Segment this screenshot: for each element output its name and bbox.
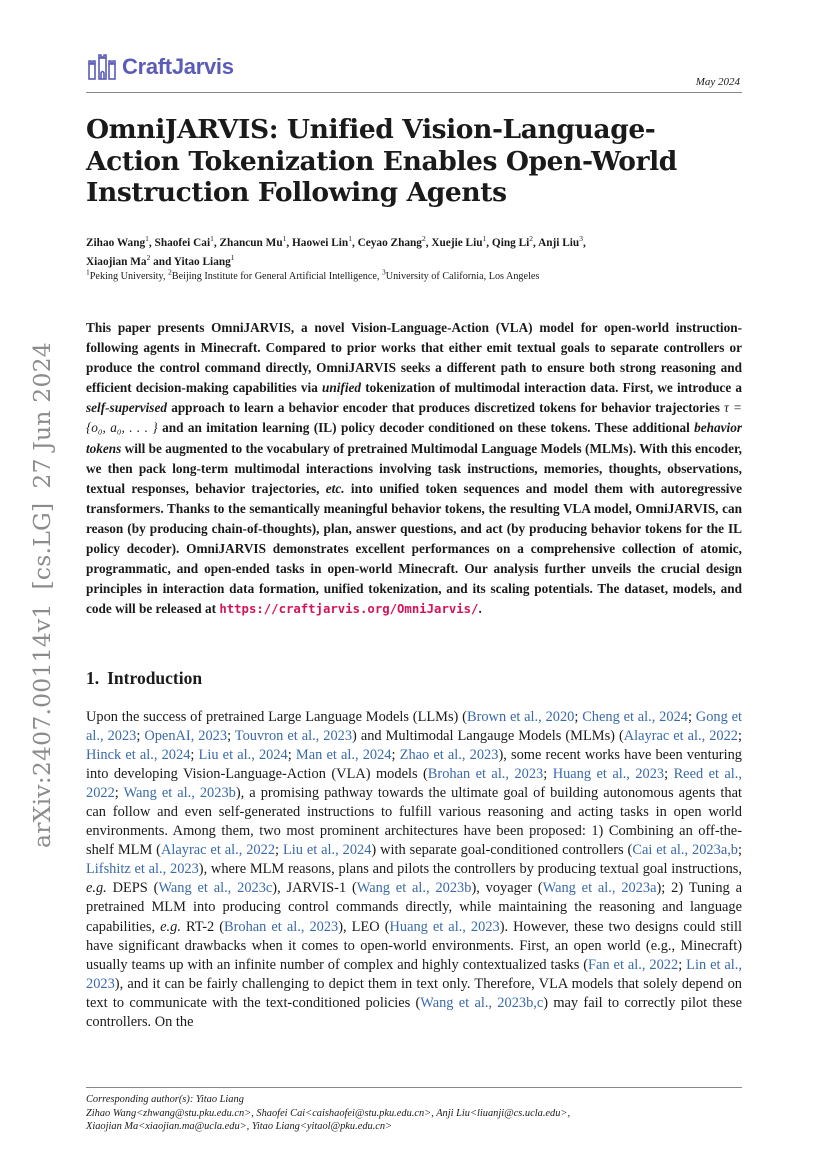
- citation-link[interactable]: Huang et al., 2023: [552, 766, 665, 783]
- citation-link[interactable]: Brohan et al., 2023: [427, 766, 544, 783]
- logo-text: CraftJarvis: [122, 54, 234, 79]
- author: Zhancun Mu: [219, 237, 283, 249]
- author-emails: Zihao Wang<zhwang@stu.pku.edu.cn>, Shaofei Cai<caishaofei@stu.pku.edu.cn>, Anji Liu<liuanji@cs.ucla.edu>,: [86, 1107, 571, 1119]
- citation-link[interactable]: Wang et al., 2023b,c: [420, 994, 544, 1011]
- corresponding-author: Corresponding author(s): Yitao Liang: [86, 1094, 244, 1105]
- citation-link[interactable]: Lin et al., 2023: [86, 956, 742, 992]
- author: Anji Liu: [538, 237, 580, 249]
- citation-link[interactable]: Brohan et al., 2023: [224, 918, 339, 935]
- citation-link[interactable]: Man et al., 2024: [295, 747, 392, 764]
- arxiv-stamp: [28, 328, 56, 848]
- affiliation: Beijing Institute for General Artificial Intelligence: [171, 271, 377, 282]
- author: Xuejie Liu: [431, 237, 483, 249]
- math-trajectory: τ = {o₀, a₀, . . . }: [86, 400, 742, 436]
- citation-link[interactable]: Alayrac et al., 2022: [160, 842, 276, 859]
- citation-link[interactable]: OpenAI, 2023: [144, 728, 228, 745]
- intro-paragraph: Upon the success of pretrained Large Language Models (LLMs) (Brown et al., 2020; Cheng et al., 2024; Gong et al., 2023; OpenAI, 2023; Touvron et al., 2023) and Multimodal Langauge Models (MLMs) (Alayrac et al., 2022; Hinck et al., 2024; Liu et al., 2024; Man et al., 2024; Zhao et al., 2023), some recent works have been venturing into developing Vision-Language-Action (VLA) models (Brohan et al., 2023; Huang et al., 2023; Reed et al., 2022; Wang et al., 2023b), a promising pathway towards the ultimate goal of building autonomous agents that can follow and even self-generated instructions to fulfill various reasoning and acting tasks in open world environments. Among them, two most prominent architectures have been proposed: 1) Combining an off-the-shelf MLM (Alayrac et al., 2022; Liu et al., 2024) with separate goal-conditioned controllers (Cai et al., 2023a,b; Lifshitz et al., 2023), where MLM reasons, plans and pilots the controllers by producing textual goal instructions, e.g. DEPS (Wang et al., 2023c), JARVIS-1 (Wang et al., 2023b), voyager (Wang et al., 2023a); 2) Tuning a pretrained MLM into producing control commands directly, while maintaining the reasoning and language capabilities, e.g. RT-2 (Brohan et al., 2023), LEO (Huang et al., 2023). However, these two designs could still have significant drawbacks when it comes to open-world environments. First, an open world (e.g., Minecraft) usually teams up with an infinite number of complex and highly contextualized tasks (Fan et al., 2022; Lin et al., 2023), and it can be fairly challenging to depict them in text only. Therefore, VLA models that solely depend on text to communicate with the text-conditioned policies (Wang et al., 2023b,c) may fail to correctly pilot these controllers. On the: [86, 709, 742, 1030]
- author-emails: Xiaojian Ma<xiaojian.ma@ucla.edu>, Yitao Liang<yitaol@pku.edu.cn>: [86, 1121, 393, 1133]
- castle-logo-icon: [86, 52, 118, 82]
- craftjarvis-logo: [86, 52, 234, 82]
- author: Haowei Lin: [292, 237, 349, 249]
- header-date: May 2024: [695, 76, 740, 88]
- citation-link[interactable]: Fan et al., 2022: [588, 956, 679, 973]
- author: Xiaojian Ma: [86, 256, 147, 268]
- citation-link[interactable]: Lifshitz et al., 2023: [86, 861, 199, 878]
- citation-link[interactable]: Reed et al., 2022: [86, 766, 742, 802]
- citation-link[interactable]: Wang et al., 2023a: [542, 880, 657, 897]
- citation-link[interactable]: Liu et al., 2024: [198, 747, 288, 764]
- citation-link[interactable]: Zhao et al., 2023: [399, 747, 499, 764]
- author: Zihao Wang: [86, 237, 146, 249]
- affiliation: Peking University: [89, 271, 163, 282]
- author: Qing Li: [491, 237, 530, 249]
- abstract: This paper presents OmniJARVIS, a novel Vision-Language-Action (VLA) model for open-world instruction-following agents in Minecraft. Compared to prior works that either emit textual goals to separate controllers or produce the control command directly, OmniJARVIS seeks a different path to ensure both strong reasoning and efficient decision-making capabilities via unified tokenization of multimodal interaction data. First, we introduce a self-supervised approach to learn a behavior encoder that produces discretized tokens for behavior trajectories τ = {o₀, a₀, . . . } and an imitation learning (IL) policy decoder conditioned on these tokens. These additional behavior tokens will be augmented to the vocabulary of pretrained Multimodal Language Models (MLMs). With this encoder, we then pack long-term multimodal interactions involving task instructions, memories, thoughts, observations, textual responses, behavior trajectories, etc. into unified token sequences and model them with autoregressive transformers. Thanks to the semantically meaningful behavior tokens, the resulting VLA model, OmniJARVIS, can reason (by producing chain-of-thoughts), plan, answer questions, and act (by producing behavior tokens for the IL policy decoder). OmniJARVIS demonstrates excellent performances on a comprehensive collection of atomic, programmatic, and open-ended tasks in open-world Minecraft. Our analysis further unveils the crucial design principles in interaction data formation, unified tokenization, and its scaling potentials. The dataset, models, and code will be released at https://craftjarvis.org/OmniJarvis/.: [86, 320, 743, 617]
- affiliation-list: $^1$Peking University, $^2$Beijing Institute for General Artificial Intelligence, $^3$University of California, Los Angeles: [86, 267, 540, 282]
- citation-link[interactable]: Huang et al., 2023: [389, 918, 500, 935]
- citation-link[interactable]: Liu et al., 2024: [282, 842, 372, 859]
- footnote: [86, 1093, 746, 1134]
- author: Ceyao Zhang: [357, 237, 422, 249]
- affiliation: University of California, Los Angeles: [385, 271, 540, 282]
- author-list: Zihao Wang$^1$, Shaofei Cai$^1$, Zhancun Mu$^1$, Haowei Lin$^1$, Ceyao Zhang$^2$, Xuejie Liu$^1$, Qing Li$^2$, Anji Liu$^3$, Xiaojian Ma$^2$ and Yitao Liang$^1$: [86, 234, 586, 268]
- footnote-divider: [86, 1087, 742, 1088]
- header-divider: [86, 92, 742, 93]
- project-url-link[interactable]: https://craftjarvis.org/OmniJarvis/: [219, 602, 479, 617]
- paper-title: OmniJARVIS: Unified Vision-Language-Action Tokenization Enables Open-World Instruction Following Agents: [86, 114, 677, 208]
- citation-link[interactable]: Wang et al., 2023b: [356, 880, 472, 897]
- section-heading: 1. Introduction: [86, 668, 203, 688]
- arxiv-category: [cs.LG]: [28, 502, 56, 590]
- citation-link[interactable]: Cai et al., 2023a,b: [632, 842, 738, 859]
- citation-link[interactable]: Touvron et al., 2023: [234, 728, 353, 745]
- arxiv-id: arXiv:2407.00114v1: [28, 603, 56, 848]
- citation-link[interactable]: Brown et al., 2020: [466, 709, 575, 725]
- author: Yitao Liang: [173, 256, 231, 268]
- citation-link[interactable]: Cheng et al., 2024: [582, 709, 688, 725]
- citation-link[interactable]: Hinck et al., 2024: [86, 747, 191, 764]
- author: Shaofei Cai: [154, 237, 211, 249]
- citation-link[interactable]: Wang et al., 2023c: [158, 880, 273, 897]
- citation-link[interactable]: Wang et al., 2023b: [123, 785, 236, 802]
- citation-link[interactable]: Alayrac et al., 2022: [623, 728, 738, 745]
- citation-link[interactable]: Gong et al., 2023: [86, 709, 742, 745]
- arxiv-date: 27 Jun 2024: [28, 342, 56, 489]
